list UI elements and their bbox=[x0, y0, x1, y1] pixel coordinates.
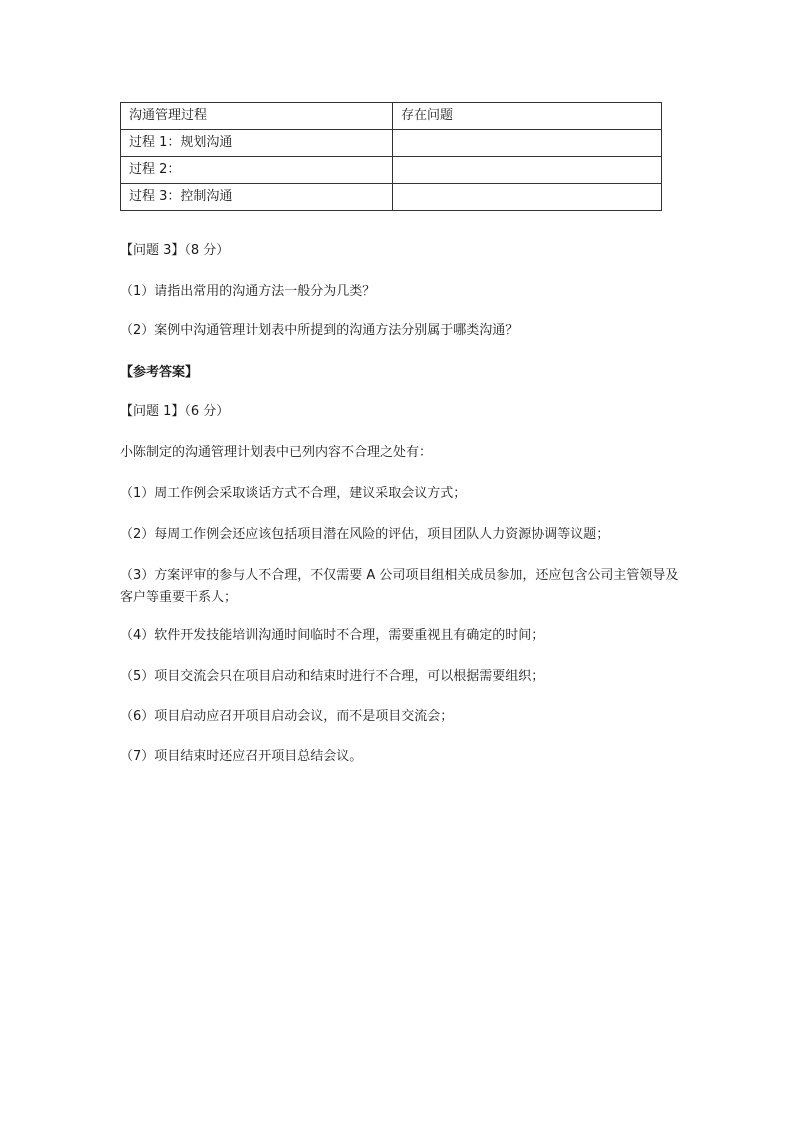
question1-title: 【问题 1】（6 分） bbox=[120, 404, 230, 419]
table-cell: 过程 1：规划沟通 bbox=[121, 130, 393, 157]
question3-item: （2）案例中沟通管理计划表中所提到的沟通方法分别属于哪类沟通？ bbox=[120, 323, 519, 338]
table-header-row bbox=[121, 103, 662, 130]
table-cell: 过程 2： bbox=[121, 157, 393, 184]
table-cell bbox=[393, 130, 662, 157]
answer-item: （4）软件开发技能培训沟通时间临时不合理，需要重视且有确定的时间； bbox=[120, 628, 545, 643]
answer-item: （6）项目启动应召开项目启动会议，而不是项目交流会； bbox=[120, 709, 454, 724]
table-cell bbox=[393, 157, 662, 184]
table-cell: 过程 3：控制沟通 bbox=[121, 184, 393, 211]
table-row bbox=[121, 157, 662, 184]
answer-intro: 小陈制定的沟通管理计划表中已列内容不合理之处有： bbox=[120, 445, 433, 460]
question3-title: 【问题 3】（8 分） bbox=[120, 243, 230, 258]
answer-item: （3）方案评审的参与人不合理，不仅需要 A 公司项目组相关成员参加，还应包含公司主管领导及客户等重要干系人； bbox=[120, 568, 679, 605]
answer-heading: 【参考答案】 bbox=[120, 365, 199, 380]
table-header-cell: 存在问题 bbox=[393, 103, 662, 130]
table-row bbox=[121, 130, 662, 157]
answer-item: （7）项目结束时还应召开项目总结会议。 bbox=[120, 749, 363, 764]
answer-item: （1）周工作例会采取谈话方式不合理，建议采取会议方式； bbox=[120, 486, 467, 501]
table-row bbox=[121, 184, 662, 211]
answer-item: （5）项目交流会只在项目启动和结束时进行不合理，可以根据需要组织； bbox=[120, 669, 545, 684]
table-header-cell: 沟通管理过程 bbox=[121, 103, 393, 130]
table-cell bbox=[393, 184, 662, 211]
communication-process-table bbox=[120, 102, 662, 211]
question3-item: （1）请指出常用的沟通方法一般分为几类？ bbox=[120, 284, 376, 299]
answer-item: （2）每周工作例会还应该包括项目潜在风险的评估，项目团队人力资源协调等议题； bbox=[120, 527, 610, 542]
